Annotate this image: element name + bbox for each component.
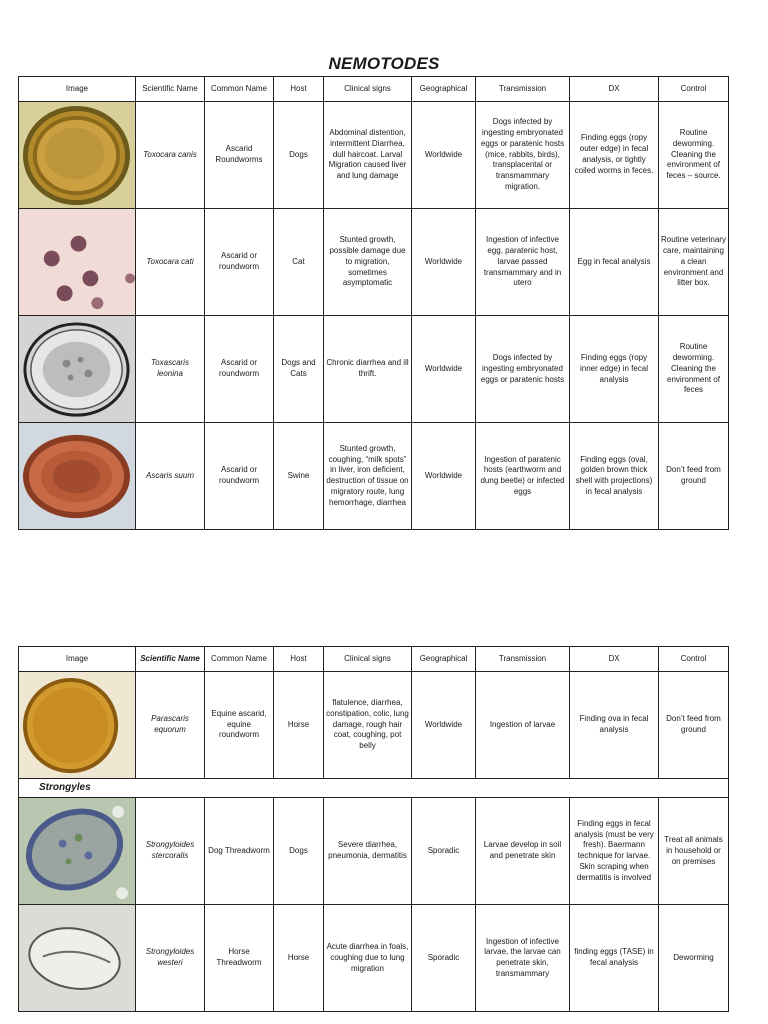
image-cell — [19, 905, 136, 1012]
col-header-transmission: Transmission — [476, 647, 570, 672]
common-name-cell: Equine ascarid, equine roundworm — [205, 672, 274, 779]
parascaris-equorum-egg-icon — [19, 672, 135, 778]
toxocara-cati-eggs-icon — [19, 209, 135, 315]
strongyloides-westeri-egg-icon — [19, 905, 135, 1011]
col-header-control: Control — [659, 77, 729, 102]
col-header-common-name: Common Name — [205, 647, 274, 672]
transmission-cell: Ingestion of infective larvae, the larvae can penetrate skin, transmammary — [476, 905, 570, 1012]
transmission-cell: Dogs infected by ingesting embryonated eggs or paratenic hosts (mice, rabbits, birds), transplacental or transmammary migration. — [476, 102, 570, 209]
scientific-name-cell: Toxocara canis — [136, 102, 205, 209]
transmission-cell: Ingestion of larvae — [476, 672, 570, 779]
geographical-cell: Worldwide — [412, 316, 476, 423]
dx-cell: Finding eggs (oval, golden brown thick shell with projections) in fecal analysis — [570, 423, 659, 530]
control-cell: Routine deworming. Cleaning the environment of feces – source. — [659, 102, 729, 209]
dx-cell: finding eggs (TASE) in fecal analysis — [570, 905, 659, 1012]
geographical-cell: Sporadic — [412, 798, 476, 905]
dx-cell: Finding eggs (ropy outer edge) in fecal analysis, or tightly coiled worms in feces. — [570, 102, 659, 209]
header-row — [19, 647, 729, 672]
control-cell: Treat all animals in household or on premises — [659, 798, 729, 905]
control-cell: Don’t feed from ground — [659, 672, 729, 779]
col-header-transmission: Transmission — [476, 77, 570, 102]
image-cell — [19, 798, 136, 905]
transmission-cell: Ingestion of infective egg, paratenic host, larvae passed transmammary and in utero — [476, 209, 570, 316]
table-row — [19, 672, 729, 779]
transmission-cell: Dogs infected by ingesting embryonated eggs or paratenic hosts — [476, 316, 570, 423]
clinical-signs-cell: Chronic diarrhea and ill thrift. — [324, 316, 412, 423]
geographical-cell: Worldwide — [412, 209, 476, 316]
host-cell: Cat — [274, 209, 324, 316]
image-cell — [19, 423, 136, 530]
col-header-scientific-name: Scientific Name — [136, 647, 205, 672]
scientific-name-cell: Ascaris suum — [136, 423, 205, 530]
col-header-host: Host — [274, 647, 324, 672]
host-cell: Dogs and Cats — [274, 316, 324, 423]
host-cell: Dogs — [274, 798, 324, 905]
col-header-image: Image — [19, 647, 136, 672]
col-header-geographical: Geographical — [412, 77, 476, 102]
col-header-dx: DX — [570, 647, 659, 672]
image-cell — [19, 316, 136, 423]
clinical-signs-cell: flatulence, diarrhea, constipation, colic, lung damage, rough hair coat, coughing, pot belly — [324, 672, 412, 779]
common-name-cell: Ascarid or roundworm — [205, 316, 274, 423]
col-header-clinical-signs: Clinical signs — [324, 77, 412, 102]
host-cell: Horse — [274, 905, 324, 1012]
geographical-cell: Worldwide — [412, 672, 476, 779]
table-row — [19, 209, 729, 316]
host-cell: Horse — [274, 672, 324, 779]
col-header-host: Host — [274, 77, 324, 102]
col-header-geographical: Geographical — [412, 647, 476, 672]
geographical-cell: Worldwide — [412, 102, 476, 209]
col-header-image: Image — [19, 77, 136, 102]
common-name-cell: Dog Threadworm — [205, 798, 274, 905]
control-cell: Routine veterinary care, maintaining a clean environment and litter box. — [659, 209, 729, 316]
table-row — [19, 316, 729, 423]
common-name-cell: Ascarid or roundworm — [205, 209, 274, 316]
dx-cell: Finding eggs (ropy inner edge) in fecal analysis — [570, 316, 659, 423]
scientific-name-cell: Parascaris equorum — [136, 672, 205, 779]
col-header-dx: DX — [570, 77, 659, 102]
table-row — [19, 798, 729, 905]
transmission-cell: Ingestion of paratenic hosts (earthworm and dung beetle) or infected eggs — [476, 423, 570, 530]
host-cell: Dogs — [274, 102, 324, 209]
dx-cell: Egg in fecal analysis — [570, 209, 659, 316]
common-name-cell: Horse Threadworm — [205, 905, 274, 1012]
dx-cell: Finding eggs in fecal analysis (must be very fresh). Baermann technique for larvae. Skin scraping when dermatitis is involved — [570, 798, 659, 905]
table-row — [19, 423, 729, 530]
table-row — [19, 102, 729, 209]
col-header-control: Control — [659, 647, 729, 672]
control-cell: Deworming — [659, 905, 729, 1012]
image-cell — [19, 102, 136, 209]
clinical-signs-cell: Stunted growth, coughing, “milk spots” in liver, iron deficient, destruction of tissue on migratory route, lung hemorrhage, diarrhea — [324, 423, 412, 530]
nematode-table-1 — [18, 76, 729, 530]
scientific-name-cell: Strongyloides stercoralis — [136, 798, 205, 905]
nematode-table-2 — [18, 646, 729, 1012]
common-name-cell: Ascarid or roundworm — [205, 423, 274, 530]
control-cell: Routine deworming. Cleaning the environment of feces — [659, 316, 729, 423]
col-header-scientific-name: Scientific Name — [136, 77, 205, 102]
page-title: NEMOTODES — [328, 54, 440, 73]
clinical-signs-cell: Severe diarrhea, pneumonia, dermatitis — [324, 798, 412, 905]
control-cell: Don’t feed from ground — [659, 423, 729, 530]
image-cell — [19, 672, 136, 779]
section-row — [19, 779, 729, 798]
scientific-name-cell: Toxascaris leonina — [136, 316, 205, 423]
toxocara-canis-egg-icon — [19, 102, 135, 208]
col-header-clinical-signs: Clinical signs — [324, 647, 412, 672]
header-row — [19, 77, 729, 102]
clinical-signs-cell: Stunted growth, possible damage due to migration, sometimes asymptomatic — [324, 209, 412, 316]
scientific-name-cell: Strongyloides westeri — [136, 905, 205, 1012]
geographical-cell: Worldwide — [412, 423, 476, 530]
strongyloides-stercoralis-egg-icon — [19, 798, 135, 904]
dx-cell: Finding ova in fecal analysis — [570, 672, 659, 779]
toxascaris-leonina-egg-icon — [19, 316, 135, 422]
col-header-common-name: Common Name — [205, 77, 274, 102]
clinical-signs-cell: Acute diarrhea in foals, coughing due to lung migration — [324, 905, 412, 1012]
geographical-cell: Sporadic — [412, 905, 476, 1012]
scientific-name-cell: Toxocara cati — [136, 209, 205, 316]
section-label-strongyles: Strongyles — [19, 779, 729, 798]
table-row — [19, 905, 729, 1012]
host-cell: Swine — [274, 423, 324, 530]
clinical-signs-cell: Abdominal distention, intermittent Diarrhea, dull haircoat. Larval Migration caused liver and lung damage — [324, 102, 412, 209]
ascaris-suum-egg-icon — [19, 423, 135, 529]
image-cell — [19, 209, 136, 316]
transmission-cell: Larvae develop in soil and penetrate skin — [476, 798, 570, 905]
common-name-cell: Ascarid Roundworms — [205, 102, 274, 209]
